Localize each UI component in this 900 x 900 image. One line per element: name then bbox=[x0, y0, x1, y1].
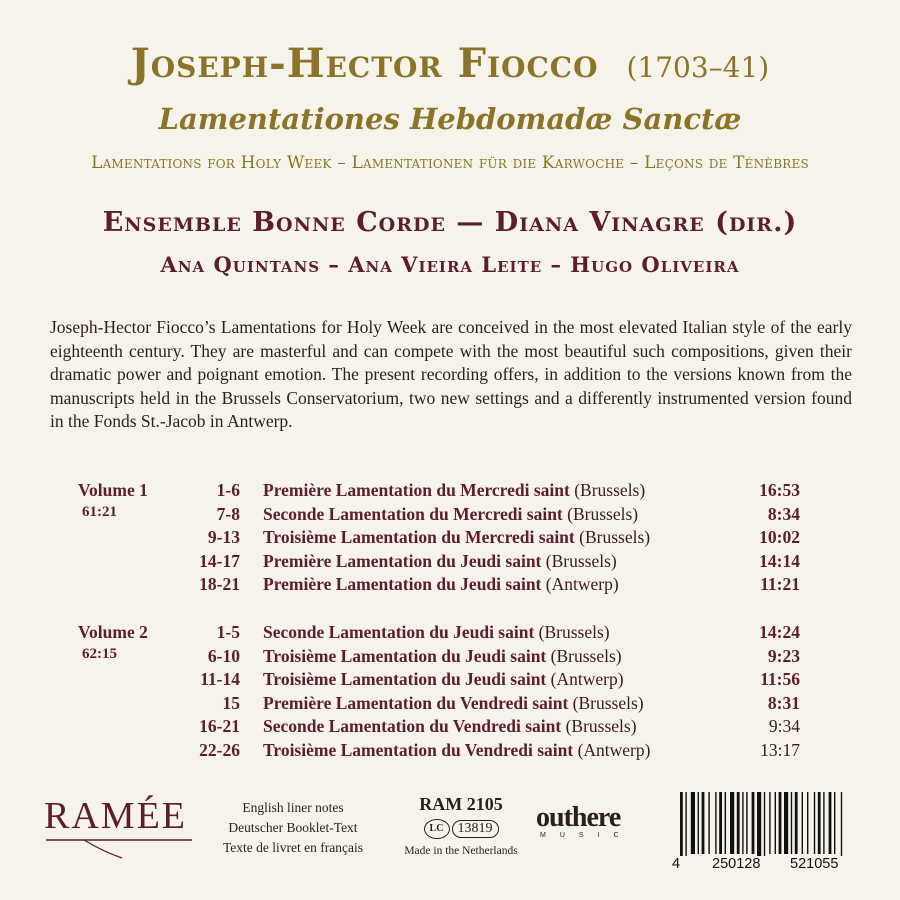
barcode-bar bbox=[841, 792, 842, 856]
volume-duration: 61:21 bbox=[82, 503, 117, 520]
track-title bbox=[263, 574, 619, 595]
barcode-bar bbox=[742, 792, 743, 854]
barcode-bar bbox=[802, 792, 803, 854]
catalog-block bbox=[396, 794, 526, 857]
track-duration: 14:14 bbox=[759, 550, 800, 571]
track-title-text: Seconde Lamentation du Mercredi saint bbox=[263, 503, 563, 524]
track-numbers: 1-5 bbox=[216, 622, 240, 642]
booklet-line-de: Deutscher Booklet-Text bbox=[228, 820, 358, 835]
barcode-bars-icon bbox=[666, 792, 866, 856]
track-numbers: 6-10 bbox=[207, 645, 240, 666]
track-duration: 13:17 bbox=[760, 740, 800, 760]
track-title bbox=[263, 716, 637, 737]
booklet-languages bbox=[218, 798, 368, 858]
barcode-bar bbox=[702, 792, 705, 854]
barcode-bar bbox=[708, 792, 709, 854]
track-numbers: 14-17 bbox=[199, 550, 240, 571]
barcode-bar bbox=[775, 792, 776, 854]
barcode-bar bbox=[814, 792, 815, 854]
barcode-bar bbox=[737, 792, 740, 854]
track-source: (Brussels) bbox=[538, 622, 610, 642]
description-paragraph: Joseph-Hector Fiocco’s Lamentations for Holy Week are conceived in the most elevated Italian style of the early eighteenth century. They are masterful and can compete with the most beautiful such compositions, given their dramatic power and poignant emotion. The present recording offers, in addition to the versions known from the manuscripts held in the Brussels Conservatorium, two new settings and a differently instrumented version found in the Fonds St.-Jacob in Antwerp. bbox=[50, 317, 852, 431]
barcode-bar bbox=[823, 792, 824, 854]
barcode-bar bbox=[680, 792, 683, 856]
volume-label: Volume 2 bbox=[78, 622, 148, 642]
barcode-bar bbox=[691, 792, 695, 854]
track-source: (Brussels) bbox=[565, 716, 637, 737]
track-title-text: Seconde Lamentation du Vendredi saint bbox=[263, 716, 562, 737]
track-duration: 14:24 bbox=[759, 622, 800, 642]
track-source: (Brussels) bbox=[550, 645, 622, 666]
track-title bbox=[263, 504, 638, 525]
barcode-bar bbox=[764, 792, 765, 856]
composer-heading bbox=[0, 40, 900, 87]
barcode-bar bbox=[829, 792, 832, 854]
track-source: (Brussels) bbox=[572, 692, 644, 713]
made-in: Made in the Netherlands bbox=[404, 845, 518, 857]
outhere-logo bbox=[536, 802, 656, 839]
track-title bbox=[263, 693, 644, 714]
track-source: (Brussels) bbox=[579, 527, 651, 548]
track-numbers: 11-14 bbox=[200, 669, 240, 690]
ramee-logo-text: RAMÉE bbox=[44, 795, 187, 837]
track-numbers: 22-26 bbox=[199, 740, 240, 760]
track-duration: 11:56 bbox=[760, 669, 800, 690]
track-row bbox=[0, 504, 900, 527]
track-title bbox=[263, 622, 610, 643]
track-numbers: 18-21 bbox=[199, 574, 240, 595]
volume-label: Volume 1 bbox=[78, 480, 148, 500]
track-duration: 16:53 bbox=[759, 480, 800, 500]
soloists-line: Ana Quintans – Ana Vieira Leite – Hugo Oliveira bbox=[160, 252, 740, 277]
track-title bbox=[263, 669, 624, 690]
track-numbers: 9-13 bbox=[207, 527, 240, 548]
track-numbers: 15 bbox=[222, 692, 240, 713]
barcode-bar bbox=[784, 792, 788, 854]
barcode-bar bbox=[779, 792, 782, 854]
ensemble-line: Ensemble Bonne Corde — Diana Vinagre (dir.) bbox=[102, 207, 798, 238]
track-row bbox=[0, 669, 900, 692]
label-code bbox=[424, 819, 499, 839]
barcode-bar bbox=[685, 792, 686, 856]
track-title bbox=[263, 527, 650, 548]
track-numbers: 7-8 bbox=[216, 503, 240, 524]
track-source: (Antwerp) bbox=[550, 669, 624, 690]
track-title bbox=[263, 551, 617, 572]
ramee-swoosh-icon bbox=[44, 838, 194, 860]
barcode-bar bbox=[719, 792, 722, 854]
volume-duration: 62:15 bbox=[82, 645, 117, 662]
barcode-bar bbox=[757, 792, 761, 856]
outhere-music-text: MUSIC bbox=[540, 832, 633, 839]
barcode-bar bbox=[746, 792, 747, 854]
track-title-text: Première Lamentation du Jeudi saint bbox=[263, 550, 542, 571]
track-duration: 9:23 bbox=[767, 645, 800, 666]
barcode-bar bbox=[752, 792, 755, 854]
booklet-line-fr: Texte de livret en français bbox=[223, 840, 363, 855]
track-title bbox=[263, 646, 622, 667]
track-row bbox=[0, 527, 900, 550]
track-numbers: 16-21 bbox=[199, 716, 240, 737]
track-row bbox=[0, 716, 900, 739]
track-duration: 11:21 bbox=[760, 574, 800, 595]
barcode-bar bbox=[818, 792, 821, 854]
barcode-bar bbox=[698, 792, 699, 854]
barcode-bar bbox=[725, 792, 726, 854]
barcode-bar bbox=[834, 792, 835, 854]
work-title: Lamentationes Hebdomadæ Sanctæ bbox=[158, 102, 742, 136]
track-title bbox=[263, 480, 645, 501]
track-source: (Brussels) bbox=[545, 550, 617, 571]
composer-name: Joseph-Hector Fiocco bbox=[130, 40, 599, 87]
lc-number: 13819 bbox=[452, 820, 499, 838]
barcode-bar bbox=[730, 792, 734, 854]
barcode-digit-left: 250128 bbox=[712, 856, 761, 872]
track-row bbox=[0, 693, 900, 716]
track-source: (Antwerp) bbox=[545, 574, 619, 595]
barcode bbox=[666, 792, 866, 882]
track-title-text: Première Lamentation du Mercredi saint bbox=[263, 480, 570, 500]
barcode-bar bbox=[769, 792, 770, 854]
track-row bbox=[0, 622, 900, 645]
barcode-digit-right: 521055 bbox=[790, 856, 839, 872]
track-title-text: Troisième Lamentation du Vendredi saint bbox=[263, 740, 574, 760]
lc-icon: LC bbox=[424, 819, 450, 839]
barcode-digit-prefix: 4 bbox=[672, 856, 681, 872]
outhere-logo-text: outhere bbox=[536, 802, 621, 833]
track-duration: 8:34 bbox=[767, 503, 800, 524]
track-row bbox=[0, 574, 900, 597]
track-duration: 10:02 bbox=[759, 527, 800, 548]
track-title-text: Seconde Lamentation du Jeudi saint bbox=[263, 622, 535, 642]
track-title bbox=[263, 740, 650, 761]
track-row bbox=[0, 480, 900, 503]
track-source: (Brussels) bbox=[567, 503, 639, 524]
track-source: (Antwerp) bbox=[577, 740, 651, 760]
barcode-bar bbox=[791, 792, 792, 854]
barcode-bar bbox=[795, 792, 798, 854]
track-duration: 9:34 bbox=[768, 716, 800, 737]
track-title-text: Troisième Lamentation du Jeudi saint bbox=[263, 669, 547, 690]
track-title-text: Troisième Lamentation du Mercredi saint bbox=[263, 527, 575, 548]
track-title-text: Première Lamentation du Vendredi saint bbox=[263, 692, 569, 713]
track-source: (Brussels) bbox=[574, 480, 646, 500]
ramee-logo bbox=[44, 794, 204, 838]
track-row bbox=[0, 646, 900, 669]
footer bbox=[0, 790, 900, 900]
track-title-text: Troisième Lamentation du Jeudi saint bbox=[263, 645, 547, 666]
barcode-bar bbox=[715, 792, 716, 854]
track-numbers: 1-6 bbox=[216, 480, 240, 500]
subtitle: Lamentations for Holy Week – Lamentationen für die Karwoche – Leçons de Ténèbres bbox=[91, 153, 809, 173]
track-row bbox=[0, 740, 900, 763]
barcode-bar bbox=[807, 792, 808, 854]
track-row bbox=[0, 551, 900, 574]
track-duration: 8:31 bbox=[767, 692, 800, 713]
booklet-line-en: English liner notes bbox=[242, 800, 344, 815]
track-title-text: Première Lamentation du Jeudi saint bbox=[263, 574, 542, 595]
catalog-number: RAM 2105 bbox=[419, 794, 503, 814]
composer-dates: (1703–41) bbox=[626, 51, 770, 84]
